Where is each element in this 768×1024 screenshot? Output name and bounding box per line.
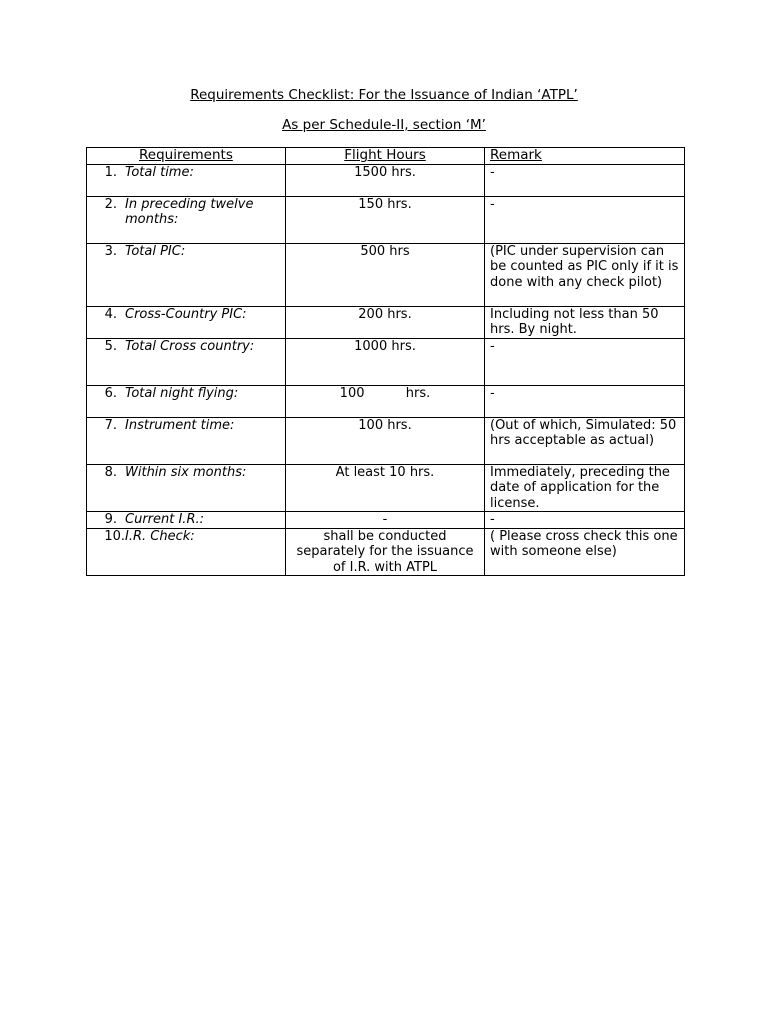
remark-cell: ( Please cross check this one with someone else) [485, 528, 685, 576]
flight-hours-cell: 500 hrs [286, 243, 485, 306]
requirement-cell [87, 417, 286, 464]
table-row [87, 385, 685, 417]
remark-cell: - [485, 512, 685, 529]
requirement-text: Current I.R.: [125, 512, 204, 527]
flight-hours-cell: 150 hrs. [286, 196, 485, 243]
requirements-table [86, 147, 685, 576]
table-row [87, 164, 685, 196]
requirement-cell [87, 196, 286, 243]
table-row [87, 338, 685, 385]
table-row [87, 464, 685, 512]
remark-cell: - [485, 196, 685, 243]
requirement-text: Total Cross country: [125, 338, 255, 354]
remark-cell: Immediately, preceding the date of application for the license. [485, 464, 685, 512]
row-number: 10. [104, 528, 125, 544]
requirement-cell [87, 464, 286, 512]
document-title: Requirements Checklist: For the Issuance of Indian ‘ATPL’ [190, 87, 578, 103]
flight-hours-cell: 1000 hrs. [286, 338, 485, 385]
column-header-remark: Remark [485, 148, 685, 165]
table-header-row [87, 148, 685, 165]
document-subtitle: As per Schedule-II, section ‘M’ [282, 117, 486, 133]
remark-cell: - [485, 338, 685, 385]
row-number: 2. [104, 196, 117, 212]
table-row [87, 243, 685, 306]
requirement-cell [87, 243, 286, 306]
table-row [87, 512, 685, 529]
requirement-text: In preceding twelve months: [125, 196, 254, 227]
table-row [87, 196, 685, 243]
row-number: 1. [104, 164, 117, 180]
flight-hours-cell: shall be conducted separately for the issuance of I.R. with ATPL [286, 528, 485, 576]
requirement-text: Within six months: [125, 464, 247, 480]
flight-hours-cell: - [286, 512, 485, 529]
requirement-cell [87, 338, 286, 385]
remark-cell: - [485, 164, 685, 196]
table-row [87, 528, 685, 576]
requirement-text: Total time: [125, 164, 194, 180]
row-number: 8. [104, 464, 117, 480]
flight-hours-cell: 200 hrs. [286, 306, 485, 338]
flight-hours-cell: 100 hrs. [286, 417, 485, 464]
flight-hours-cell: At least 10 hrs. [286, 464, 485, 512]
remark-cell: (Out of which, Simulated: 50 hrs acceptable as actual) [485, 417, 685, 464]
row-number: 7. [104, 417, 117, 433]
row-number: 9. [104, 512, 117, 527]
flight-hours-cell: 100 hrs. [286, 385, 485, 417]
row-number: 4. [104, 306, 117, 322]
remark-cell: (PIC under supervision can be counted as PIC only if it is done with any check pilot) [485, 243, 685, 306]
table-row [87, 417, 685, 464]
flight-hours-cell: 1500 hrs. [286, 164, 485, 196]
row-number: 3. [104, 243, 117, 259]
row-number: 5. [104, 338, 117, 354]
requirement-text: Cross-Country PIC: [125, 306, 247, 322]
requirement-cell [87, 528, 286, 576]
requirement-cell [87, 385, 286, 417]
requirement-text: I.R. Check: [125, 528, 195, 544]
column-header-flight-hours: Flight Hours [286, 148, 485, 165]
requirement-text: Total PIC: [125, 243, 186, 259]
remark-cell: - [485, 385, 685, 417]
requirement-cell [87, 164, 286, 196]
requirement-text: Total night flying: [125, 385, 239, 401]
requirement-text: Instrument time: [125, 417, 235, 433]
requirement-cell [87, 306, 286, 338]
row-number: 6. [104, 385, 117, 401]
table-row [87, 306, 685, 338]
requirement-cell [87, 512, 286, 529]
remark-cell: Including not less than 50 hrs. By night. [485, 306, 685, 338]
column-header-requirements: Requirements [87, 148, 286, 165]
